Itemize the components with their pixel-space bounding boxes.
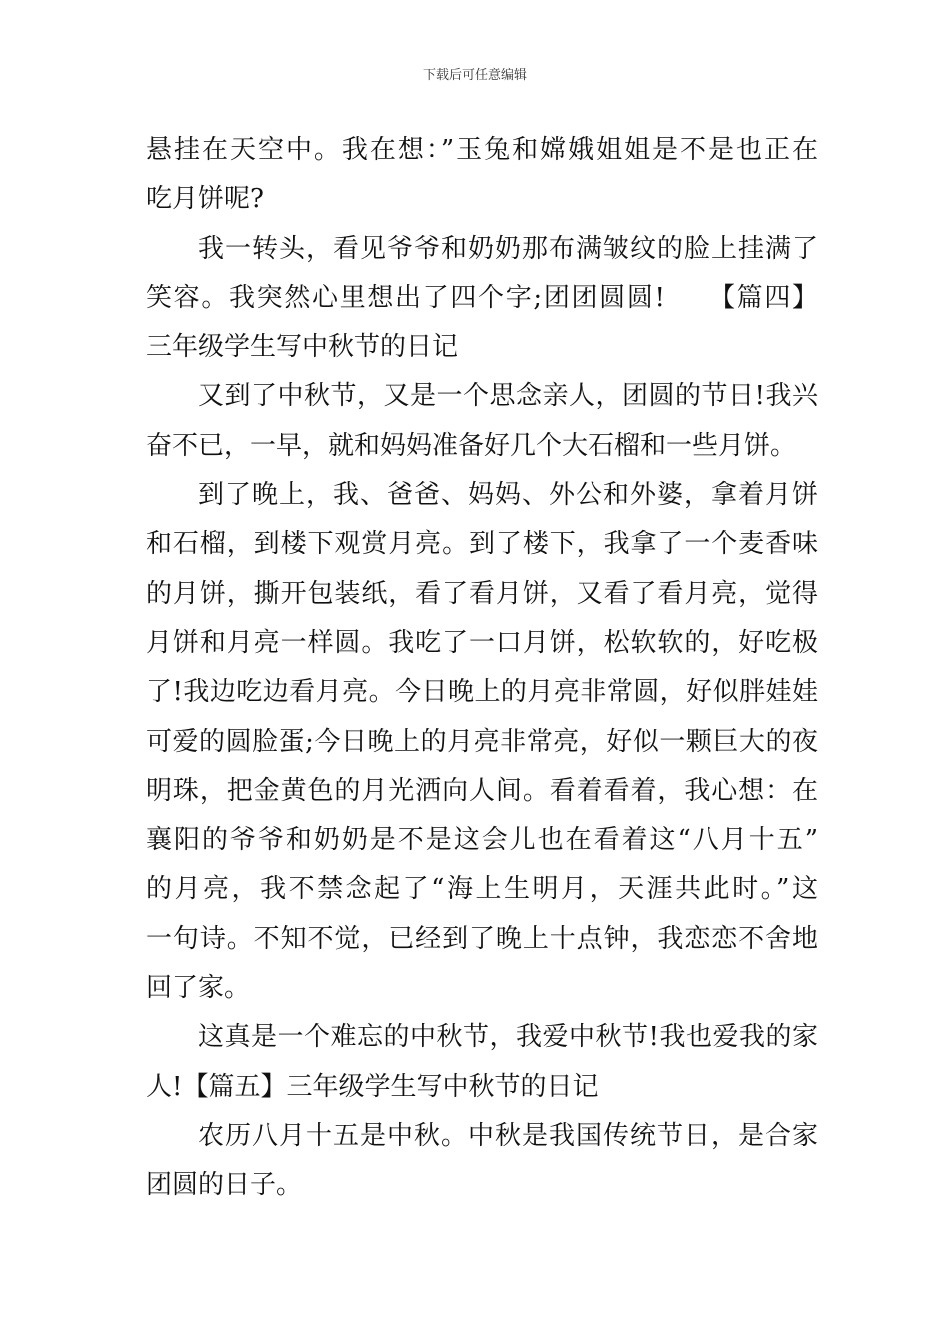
text-line: 团圆的日子。 <box>146 1170 303 1201</box>
text-line: 又到了中秋节，又是一个思念亲人，团圆的节日!我兴 <box>198 381 818 412</box>
text-line: 这真是一个难忘的中秋节，我爱中秋节!我也爱我的家 <box>198 1022 818 1053</box>
page-header: 下载后可任意编辑 <box>422 68 527 83</box>
text-line: 的月亮，我不禁念起了“海上生明月，天涯共此时。”这 <box>146 874 818 905</box>
text-line: 吃月饼呢? <box>146 184 264 215</box>
text-line: 奋不已，一早，就和妈妈准备好几个大石榴和一些月饼。 <box>146 430 797 461</box>
text-line: 襄阳的爷爷和奶奶是不是这会儿也在看着这“八月十五” <box>146 825 818 856</box>
text-line: 悬挂在天空中。我在想：”玉兔和嫦娥姐姐是不是也正在 <box>146 135 818 165</box>
text-line: 月饼和月亮一样圆。我吃了一口月饼，松软软的，好吃极 <box>146 627 818 658</box>
text-line: 可爱的圆脸蛋;今日晚上的月亮非常亮，好似一颗巨大的夜 <box>146 726 818 757</box>
text-line: 人!【篇五】三年级学生写中秋节的日记 <box>146 1071 599 1102</box>
text-line: 一句诗。不知不觉，已经到了晚上十点钟，我恋恋不舍地 <box>146 923 818 954</box>
text-line: 和石榴，到楼下观赏月亮。到了楼下，我拿了一个麦香味 <box>146 529 818 560</box>
text-line: 笑容。我突然心里想出了四个字;团团圆圆! 【篇四】 <box>146 282 818 313</box>
text-line: 我一转头，看见爷爷和奶奶那布满皱纹的脸上挂满了 <box>198 233 818 264</box>
text-line: 了!我边吃边看月亮。今日晚上的月亮非常圆，好似胖娃娃 <box>146 677 818 708</box>
text-line: 的月饼，撕开包装纸，看了看月饼，又看了看月亮，觉得 <box>146 578 818 609</box>
text-line: 农历八月十五是中秋。中秋是我国传统节日，是合家 <box>198 1120 818 1151</box>
text-line: 三年级学生写中秋节的日记 <box>146 332 459 363</box>
text-line: 明珠，把金黄色的月光洒向人间。看着看着，我心想：在 <box>146 775 818 806</box>
text-line: 到了晚上，我、爸爸、妈妈、外公和外婆，拿着月饼 <box>198 480 818 511</box>
text-line: 回了家。 <box>146 973 251 1004</box>
document-body <box>146 126 818 1211</box>
